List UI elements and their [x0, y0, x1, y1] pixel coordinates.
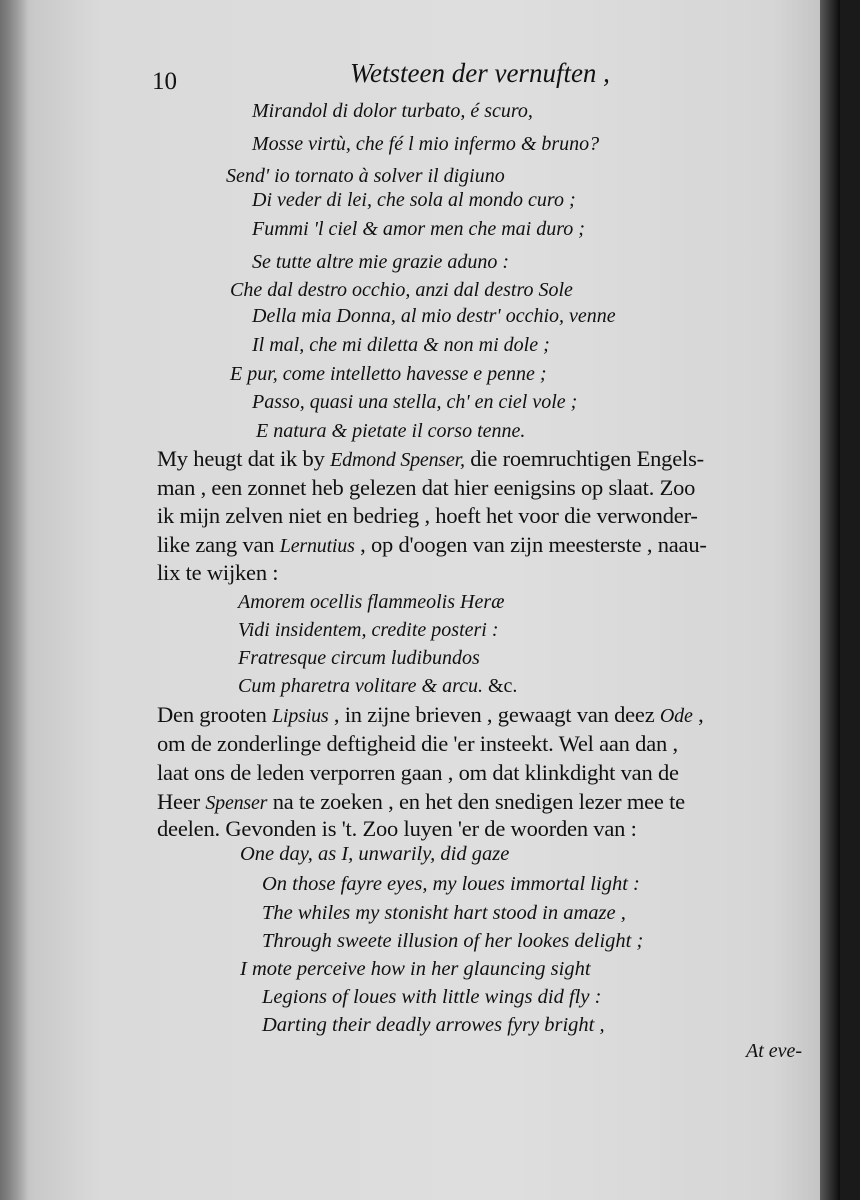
- prose-line: like zang van Lernutius , op d'oogen van zijn meesterste , naau-: [157, 532, 707, 557]
- author-name: Lipsius: [272, 705, 329, 727]
- prose-line: ik mijn zelven niet en bedrieg , hoeft het voor die verwonder-: [157, 503, 698, 528]
- english-verse-line: Through sweete illusion of her lookes delight ;: [262, 930, 644, 952]
- italian-verse-line: Della mia Donna, al mio destr' occhio, venne: [252, 305, 616, 327]
- latin-verse-line: Amorem ocellis flammeolis Heræ: [238, 591, 505, 613]
- italian-verse-line: Di veder di lei, che sola al mondo curo ;: [252, 189, 576, 211]
- italian-verse-line: Fummi 'l ciel & amor men che mai duro ;: [252, 218, 585, 240]
- prose-line: laat ons de leden verporren gaan , om dat klinkdight van de: [157, 760, 679, 785]
- latin-verse-line: Vidi insidentem, credite posteri :: [238, 619, 499, 641]
- italian-verse-line: Passo, quasi una stella, ch' en ciel vole ;: [252, 391, 578, 413]
- english-verse-line: I mote perceive how in her glauncing sight: [240, 958, 591, 980]
- english-verse-line: The whiles my stonisht hart stood in amaze ,: [262, 902, 626, 924]
- english-verse-line: One day, as I, unwarily, did gaze: [240, 843, 510, 865]
- latin-verse-line: Fratresque circum ludibundos: [238, 647, 480, 669]
- author-name: Edmond Spenser,: [330, 449, 465, 471]
- english-verse-line: Legions of loues with little wings did fly :: [262, 986, 602, 1008]
- etc-abbreviation: &c.: [482, 675, 518, 697]
- prose-line: My heugt dat ik by Edmond Spenser, die roemruchtigen Engels-: [157, 446, 704, 471]
- italian-verse-line: Se tutte altre mie grazie aduno :: [252, 251, 509, 273]
- latin-verse-line: Cum pharetra volitare & arcu. &c.: [238, 675, 518, 697]
- english-verse-line: On those fayre eyes, my loues immortal light :: [262, 873, 640, 895]
- author-name: Spenser: [205, 792, 268, 814]
- prose-line: deelen. Gevonden is 't. Zoo luyen 'er de woorden van :: [157, 816, 637, 841]
- italian-verse-line: E pur, come intelletto havesse e penne ;: [230, 363, 547, 385]
- italian-verse-line: Il mal, che mi diletta & non mi dole ;: [252, 334, 550, 356]
- italian-verse-line: Che dal destro occhio, anzi dal destro Sole: [230, 279, 573, 301]
- catchword: At eve-: [746, 1040, 803, 1062]
- prose-line: lix te wijken :: [157, 560, 279, 585]
- book-gutter-shadow: [0, 0, 28, 1200]
- prose-line: Heer Spenser na te zoeken , en het den snedigen lezer mee te: [157, 789, 685, 814]
- prose-line: man , een zonnet heb gelezen dat hier eenigsins op slaat. Zoo: [157, 475, 696, 500]
- italian-verse-line: Mirandol di dolor turbato, é scuro,: [252, 100, 533, 122]
- prose-line: om de zonderlinge deftigheid die 'er insteekt. Wel aan dan ,: [157, 731, 678, 756]
- genre-term: Ode: [659, 705, 693, 727]
- italian-verse-line: Send' io tornato à solver il digiuno: [226, 165, 505, 187]
- prose-line: Den grooten Lipsius , in zijne brieven , gewaagt van deez Ode ,: [157, 702, 704, 727]
- running-title: Wetsteen der vernuften ,: [350, 58, 610, 88]
- page-edge-shadow: [820, 0, 840, 1200]
- english-verse-line: Darting their deadly arrowes fyry bright ,: [262, 1014, 605, 1036]
- italian-verse-line: Mosse virtù, che fé l mio infermo & bruno?: [252, 133, 600, 155]
- author-name: Lernutius: [279, 535, 355, 557]
- italian-verse-line: E natura & pietate il corso tenne.: [256, 420, 526, 442]
- page-number: 10: [152, 68, 177, 95]
